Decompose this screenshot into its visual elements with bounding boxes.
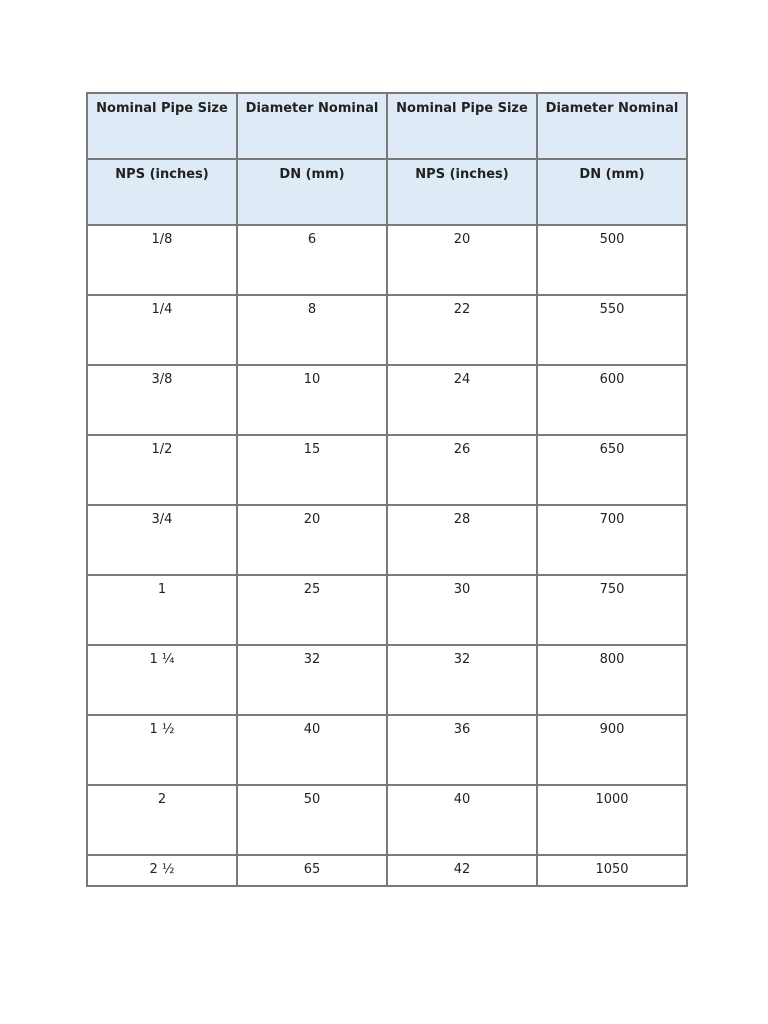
- table-row: [87, 505, 687, 575]
- header-cell: DN (mm): [537, 159, 687, 225]
- table-cell: 800: [537, 645, 687, 715]
- table-cell: 1/4: [87, 295, 237, 365]
- header-cell: Diameter Nominal: [537, 93, 687, 159]
- table-cell: 30: [387, 575, 537, 645]
- table-cell: 20: [387, 225, 537, 295]
- table-row: [87, 715, 687, 785]
- table-cell: 1/2: [87, 435, 237, 505]
- table-cell: 1/8: [87, 225, 237, 295]
- header-cell: Diameter Nominal: [237, 93, 387, 159]
- header-cell: DN (mm): [237, 159, 387, 225]
- table-header-row: [87, 159, 687, 225]
- table-cell: 26: [387, 435, 537, 505]
- table-cell: 1 ½: [87, 715, 237, 785]
- table-cell: 24: [387, 365, 537, 435]
- table-cell: 2 ½: [87, 855, 237, 886]
- table-cell: 900: [537, 715, 687, 785]
- table-cell: 42: [387, 855, 537, 886]
- table-cell: 8: [237, 295, 387, 365]
- table-row: [87, 575, 687, 645]
- table-cell: 3/4: [87, 505, 237, 575]
- table-cell: 1: [87, 575, 237, 645]
- document-page: [86, 92, 686, 887]
- table-cell: 3/8: [87, 365, 237, 435]
- table-cell: 50: [237, 785, 387, 855]
- table-cell: 1 ¼: [87, 645, 237, 715]
- table-cell: 20: [237, 505, 387, 575]
- table-cell: 22: [387, 295, 537, 365]
- table-cell: 1050: [537, 855, 687, 886]
- table-header-row: [87, 93, 687, 159]
- table-cell: 10: [237, 365, 387, 435]
- table-cell: 40: [237, 715, 387, 785]
- table-row: [87, 225, 687, 295]
- table-row: [87, 295, 687, 365]
- table-cell: 15: [237, 435, 387, 505]
- header-cell: NPS (inches): [387, 159, 537, 225]
- table-row: [87, 855, 687, 886]
- table-cell: 700: [537, 505, 687, 575]
- table-cell: 500: [537, 225, 687, 295]
- table-row: [87, 435, 687, 505]
- table-cell: 650: [537, 435, 687, 505]
- table-cell: 6: [237, 225, 387, 295]
- table-row: [87, 785, 687, 855]
- table-cell: 550: [537, 295, 687, 365]
- table-row: [87, 365, 687, 435]
- table-cell: 25: [237, 575, 387, 645]
- table-cell: 1000: [537, 785, 687, 855]
- table-cell: 36: [387, 715, 537, 785]
- table-cell: 32: [387, 645, 537, 715]
- table-cell: 40: [387, 785, 537, 855]
- table-cell: 2: [87, 785, 237, 855]
- table-cell: 600: [537, 365, 687, 435]
- table-row: [87, 645, 687, 715]
- table-cell: 65: [237, 855, 387, 886]
- table-cell: 750: [537, 575, 687, 645]
- table-cell: 32: [237, 645, 387, 715]
- header-cell: Nominal Pipe Size: [87, 93, 237, 159]
- table-cell: 28: [387, 505, 537, 575]
- header-cell: Nominal Pipe Size: [387, 93, 537, 159]
- pipe-size-table: [86, 92, 688, 887]
- header-cell: NPS (inches): [87, 159, 237, 225]
